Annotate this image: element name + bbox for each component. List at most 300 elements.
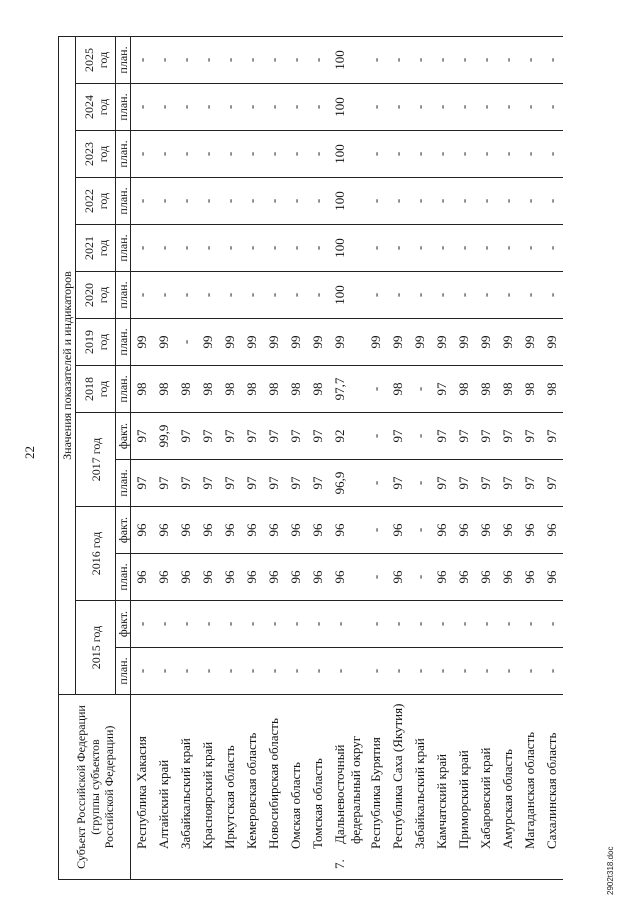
value-cell: 96	[131, 507, 153, 554]
value-cell: 97	[307, 413, 329, 460]
value-cell: 99,9	[153, 413, 175, 460]
value-cell: 96	[219, 507, 241, 554]
year-header-2025	[76, 36, 116, 83]
value-cell: -	[197, 601, 219, 648]
value-cell: 96	[329, 507, 365, 554]
value-cell: -	[497, 272, 519, 319]
value-cell: -	[431, 272, 453, 319]
value-cell: -	[219, 178, 241, 225]
year-number: 2021	[81, 236, 96, 260]
value-cell: 97	[285, 460, 307, 507]
page-number: 22	[22, 446, 37, 459]
value-cell: 97	[497, 413, 519, 460]
value-cell: -	[365, 36, 387, 83]
subject-cell	[197, 695, 219, 880]
value-cell: -	[431, 36, 453, 83]
value-cell: 99	[387, 319, 409, 366]
value-cell: 100	[329, 272, 365, 319]
year-number: 2022	[81, 189, 96, 213]
value-cell: 96	[197, 554, 219, 601]
value-cell: 100	[329, 84, 365, 131]
subject-name: Амурская область	[499, 749, 515, 849]
value-cell: -	[263, 36, 285, 83]
value-cell: -	[519, 648, 541, 695]
value-cell: -	[541, 178, 563, 225]
subheader-2020-plan: план.	[116, 272, 131, 319]
value-cell: -	[241, 36, 263, 83]
value-cell: 98	[197, 366, 219, 413]
subject-name: Красноярский край	[199, 741, 215, 849]
value-cell: -	[175, 319, 197, 366]
row-number: 7.	[331, 859, 347, 869]
value-cell: 96	[475, 507, 497, 554]
value-cell: -	[431, 225, 453, 272]
value-cell: -	[365, 554, 387, 601]
year-header-2021	[76, 225, 116, 272]
value-cell: 97	[219, 460, 241, 507]
value-cell: -	[409, 554, 431, 601]
value-cell: -	[453, 131, 475, 178]
subheader-2016-plan: план.	[116, 554, 131, 601]
year-number: 2016	[88, 551, 103, 576]
value-cell: -	[175, 178, 197, 225]
value-cell: 98	[519, 366, 541, 413]
value-cell: 98	[219, 366, 241, 413]
value-cell: 98	[285, 366, 307, 413]
value-cell: 96	[541, 507, 563, 554]
value-cell: -	[409, 225, 431, 272]
value-cell: -	[409, 648, 431, 695]
table-row	[241, 36, 263, 879]
value-cell: 97,7	[329, 366, 365, 413]
value-cell: -	[387, 601, 409, 648]
value-cell: -	[431, 131, 453, 178]
value-cell: 98	[453, 366, 475, 413]
value-cell: -	[241, 84, 263, 131]
value-cell: 96	[431, 554, 453, 601]
value-cell: 100	[329, 178, 365, 225]
value-cell: -	[175, 648, 197, 695]
value-cell: 99	[153, 319, 175, 366]
subject-cell	[153, 695, 175, 880]
value-cell: -	[541, 272, 563, 319]
value-cell: 99	[131, 319, 153, 366]
value-cell: 96	[197, 507, 219, 554]
value-cell: 97	[131, 460, 153, 507]
value-cell: -	[241, 131, 263, 178]
value-cell: -	[497, 84, 519, 131]
value-cell: -	[197, 272, 219, 319]
value-cell: -	[541, 131, 563, 178]
footer-filename: 2902t318.doc	[606, 846, 615, 895]
value-cell: -	[131, 131, 153, 178]
table-row	[475, 36, 497, 879]
value-cell: -	[431, 84, 453, 131]
table-row	[153, 36, 175, 879]
value-cell: -	[365, 507, 387, 554]
subject-cell	[519, 695, 541, 880]
table-row	[263, 36, 285, 879]
subheader-2019-plan: план.	[116, 319, 131, 366]
value-cell: -	[153, 225, 175, 272]
subject-name: Иркутская область	[221, 745, 237, 849]
value-cell: -	[241, 272, 263, 319]
value-cell: -	[241, 178, 263, 225]
value-cell: 99	[409, 319, 431, 366]
value-cell: -	[519, 601, 541, 648]
value-cell: 96	[175, 507, 197, 554]
value-cell: 96	[453, 507, 475, 554]
value-cell: -	[365, 413, 387, 460]
subject-name: Забайкальский край	[177, 738, 193, 849]
subheader-2016-fact: факт.	[116, 507, 131, 554]
value-cell: 99	[285, 319, 307, 366]
year-unit: год	[95, 145, 110, 163]
value-cell: 97	[285, 413, 307, 460]
subject-header-line: Российской Федерации)	[101, 725, 116, 849]
value-cell: 96	[153, 507, 175, 554]
value-cell: -	[497, 131, 519, 178]
value-cell: 96	[453, 554, 475, 601]
value-cell: -	[175, 225, 197, 272]
subject-cell	[307, 695, 329, 880]
value-cell: -	[175, 131, 197, 178]
value-cell: 97	[541, 460, 563, 507]
value-cell: -	[409, 84, 431, 131]
value-cell: 96	[541, 554, 563, 601]
value-cell: -	[453, 84, 475, 131]
value-cell: 97	[387, 460, 409, 507]
year-unit: год	[95, 192, 110, 210]
year-header-2015	[76, 601, 116, 695]
value-cell: -	[409, 36, 431, 83]
year-number: 2015	[88, 645, 103, 670]
subject-name: Магаданская область	[521, 731, 537, 849]
subject-cell	[475, 695, 497, 880]
year-header-2018	[76, 366, 116, 413]
subject-cell	[241, 695, 263, 880]
subject-cell	[541, 695, 563, 880]
value-cell: -	[475, 84, 497, 131]
value-cell: -	[453, 36, 475, 83]
value-cell: -	[329, 601, 365, 648]
value-cell: -	[307, 178, 329, 225]
value-cell: 99	[475, 319, 497, 366]
value-cell: 97	[153, 460, 175, 507]
subject-name: Забайкальский край	[411, 738, 427, 849]
table-row	[497, 36, 519, 879]
value-cell: -	[219, 272, 241, 319]
value-cell: 96	[153, 554, 175, 601]
value-cell: -	[475, 648, 497, 695]
value-cell: -	[219, 36, 241, 83]
value-cell: -	[131, 648, 153, 695]
value-cell: -	[519, 36, 541, 83]
value-cell: -	[263, 178, 285, 225]
subheader-2024-plan: план.	[116, 84, 131, 131]
value-cell: -	[153, 648, 175, 695]
value-cell: 96	[307, 507, 329, 554]
value-cell: -	[197, 225, 219, 272]
value-cell: -	[307, 131, 329, 178]
value-cell: -	[387, 272, 409, 319]
value-cell: -	[131, 84, 153, 131]
year-header-2017	[76, 413, 116, 507]
value-cell: -	[431, 601, 453, 648]
value-cell: -	[475, 131, 497, 178]
value-cell: 98	[131, 366, 153, 413]
value-cell: 96	[497, 507, 519, 554]
value-cell: -	[365, 460, 387, 507]
table-row	[219, 36, 241, 879]
subject-name: Дальневосточный федеральный округ	[331, 735, 363, 844]
table-row	[519, 36, 541, 879]
value-cell: -	[519, 225, 541, 272]
year-number: 2019	[81, 330, 96, 354]
value-cell: 97	[453, 460, 475, 507]
value-cell: -	[263, 601, 285, 648]
year-unit: год	[95, 380, 110, 398]
value-cell: -	[175, 601, 197, 648]
value-cell: 96	[431, 507, 453, 554]
value-cell: -	[475, 225, 497, 272]
value-cell: -	[387, 84, 409, 131]
value-cell: -	[475, 601, 497, 648]
value-cell: -	[409, 601, 431, 648]
value-cell: 96	[219, 554, 241, 601]
value-cell: -	[219, 648, 241, 695]
year-header-2016	[76, 507, 116, 601]
year-unit: год	[88, 531, 103, 549]
value-cell: -	[519, 272, 541, 319]
subject-cell	[285, 695, 307, 880]
table-body	[131, 36, 563, 879]
subheader-2022-plan: план.	[116, 178, 131, 225]
value-cell: -	[263, 648, 285, 695]
value-cell: -	[285, 178, 307, 225]
subject-cell	[431, 695, 453, 880]
value-cell: 100	[329, 225, 365, 272]
year-header-2024	[76, 84, 116, 131]
value-cell: -	[365, 84, 387, 131]
table-header	[59, 36, 131, 879]
year-unit: год	[88, 625, 103, 643]
subheader-2025-plan: план.	[116, 36, 131, 83]
value-cell: 100	[329, 36, 365, 83]
value-cell: 97	[219, 413, 241, 460]
value-cell: -	[131, 225, 153, 272]
value-cell: -	[285, 84, 307, 131]
value-cell: 97	[475, 460, 497, 507]
year-number: 2017	[88, 457, 103, 482]
value-cell: -	[197, 131, 219, 178]
value-cell: 99	[453, 319, 475, 366]
value-cell: -	[497, 601, 519, 648]
value-cell: 98	[387, 366, 409, 413]
value-cell: 97	[263, 460, 285, 507]
value-cell: -	[263, 225, 285, 272]
subject-cell	[263, 695, 285, 880]
value-cell: -	[285, 601, 307, 648]
subheader-2018-plan: план.	[116, 366, 131, 413]
value-cell: -	[365, 131, 387, 178]
value-cell: -	[387, 36, 409, 83]
value-cell: -	[131, 601, 153, 648]
year-header-2023	[76, 131, 116, 178]
value-cell: -	[541, 84, 563, 131]
value-cell: 96	[475, 554, 497, 601]
subject-name: Республика Хакасия	[134, 736, 149, 849]
value-cell: 96	[387, 507, 409, 554]
value-cell: 96	[387, 554, 409, 601]
table-row	[431, 36, 453, 879]
value-cell: -	[497, 225, 519, 272]
value-cell: 96,9	[329, 460, 365, 507]
value-cell: -	[307, 36, 329, 83]
value-cell: -	[241, 648, 263, 695]
year-unit: год	[88, 437, 103, 455]
year-unit: год	[95, 333, 110, 351]
value-cell: 96	[175, 554, 197, 601]
value-cell: -	[453, 225, 475, 272]
subject-cell	[219, 695, 241, 880]
value-cell: -	[131, 36, 153, 83]
value-cell: -	[365, 225, 387, 272]
value-cell: -	[541, 601, 563, 648]
value-cell: 99	[519, 319, 541, 366]
value-cell: -	[197, 178, 219, 225]
value-cell: -	[431, 178, 453, 225]
value-cell: 97	[431, 413, 453, 460]
value-cell: 98	[475, 366, 497, 413]
value-cell: -	[241, 225, 263, 272]
subheader-2017-plan: план.	[116, 460, 131, 507]
year-unit: год	[95, 51, 110, 69]
subheader-2017-fact: факт.	[116, 413, 131, 460]
value-cell: -	[387, 131, 409, 178]
value-cell: 98	[175, 366, 197, 413]
value-cell: -	[409, 178, 431, 225]
subject-column-header	[59, 695, 131, 880]
value-cell: -	[285, 272, 307, 319]
value-cell: 96	[241, 554, 263, 601]
value-cell: 96	[519, 554, 541, 601]
value-cell: -	[475, 272, 497, 319]
value-cell: -	[541, 648, 563, 695]
value-cell: -	[153, 36, 175, 83]
subject-cell	[175, 695, 197, 880]
subject-name: Новосибирская область	[265, 718, 281, 849]
subject-name: Сахалинская область	[543, 732, 559, 849]
value-cell: -	[153, 178, 175, 225]
value-cell: -	[241, 601, 263, 648]
value-cell: -	[409, 507, 431, 554]
value-cell: -	[365, 178, 387, 225]
year-number: 2018	[81, 377, 96, 401]
value-cell: 99	[329, 319, 365, 366]
values-header: Значения показателей и индикаторов	[59, 36, 76, 694]
value-cell: -	[409, 131, 431, 178]
value-cell: -	[453, 648, 475, 695]
year-number: 2025	[81, 48, 96, 72]
value-cell: 99	[365, 319, 387, 366]
value-cell: 98	[307, 366, 329, 413]
subject-name: Республика Саха (Якутия)	[389, 703, 405, 849]
table-row	[387, 36, 409, 879]
value-cell: 100	[329, 131, 365, 178]
value-cell: -	[175, 272, 197, 319]
table-row	[307, 36, 329, 879]
value-cell: 97	[387, 413, 409, 460]
value-cell: -	[453, 178, 475, 225]
value-cell: 97	[175, 460, 197, 507]
value-cell: 97	[175, 413, 197, 460]
subject-name: Хабаровский край	[477, 747, 493, 849]
value-cell: -	[409, 366, 431, 413]
value-cell: -	[541, 225, 563, 272]
value-cell: 96	[285, 507, 307, 554]
year-unit: год	[95, 286, 110, 304]
value-cell: -	[307, 272, 329, 319]
table-row	[365, 36, 387, 879]
table-row	[197, 36, 219, 879]
value-cell: -	[329, 648, 365, 695]
value-cell: -	[431, 648, 453, 695]
value-cell: -	[519, 131, 541, 178]
value-cell: -	[365, 648, 387, 695]
value-cell: 96	[131, 554, 153, 601]
value-cell: 97	[453, 413, 475, 460]
year-header-2022	[76, 178, 116, 225]
value-cell: 99	[197, 319, 219, 366]
value-cell: -	[307, 225, 329, 272]
value-cell: 97	[541, 413, 563, 460]
value-cell: -	[307, 84, 329, 131]
value-cell: 96	[497, 554, 519, 601]
value-cell: -	[497, 36, 519, 83]
value-cell: 99	[431, 319, 453, 366]
year-number: 2020	[81, 283, 96, 307]
value-cell: -	[285, 36, 307, 83]
subject-cell	[453, 695, 475, 880]
value-cell: 97	[431, 460, 453, 507]
subheader-2015-fact: факт.	[116, 601, 131, 648]
value-cell: -	[519, 178, 541, 225]
year-unit: год	[95, 98, 110, 116]
year-unit: год	[95, 239, 110, 257]
value-cell: 99	[219, 319, 241, 366]
value-cell: 96	[263, 507, 285, 554]
value-cell: -	[131, 272, 153, 319]
value-cell: 99	[241, 319, 263, 366]
value-cell: -	[285, 225, 307, 272]
value-cell: 98	[241, 366, 263, 413]
indicators-table	[58, 36, 563, 880]
value-cell: -	[409, 272, 431, 319]
value-cell: 97	[307, 460, 329, 507]
subject-cell	[387, 695, 409, 880]
value-cell: -	[387, 648, 409, 695]
value-cell: 97	[241, 413, 263, 460]
table-row	[541, 36, 563, 879]
value-cell: -	[475, 36, 497, 83]
value-cell: 97	[519, 413, 541, 460]
table-row	[285, 36, 307, 879]
value-cell: 97	[475, 413, 497, 460]
subject-cell	[131, 695, 153, 880]
subject-cell	[409, 695, 431, 880]
year-number: 2024	[81, 95, 96, 119]
